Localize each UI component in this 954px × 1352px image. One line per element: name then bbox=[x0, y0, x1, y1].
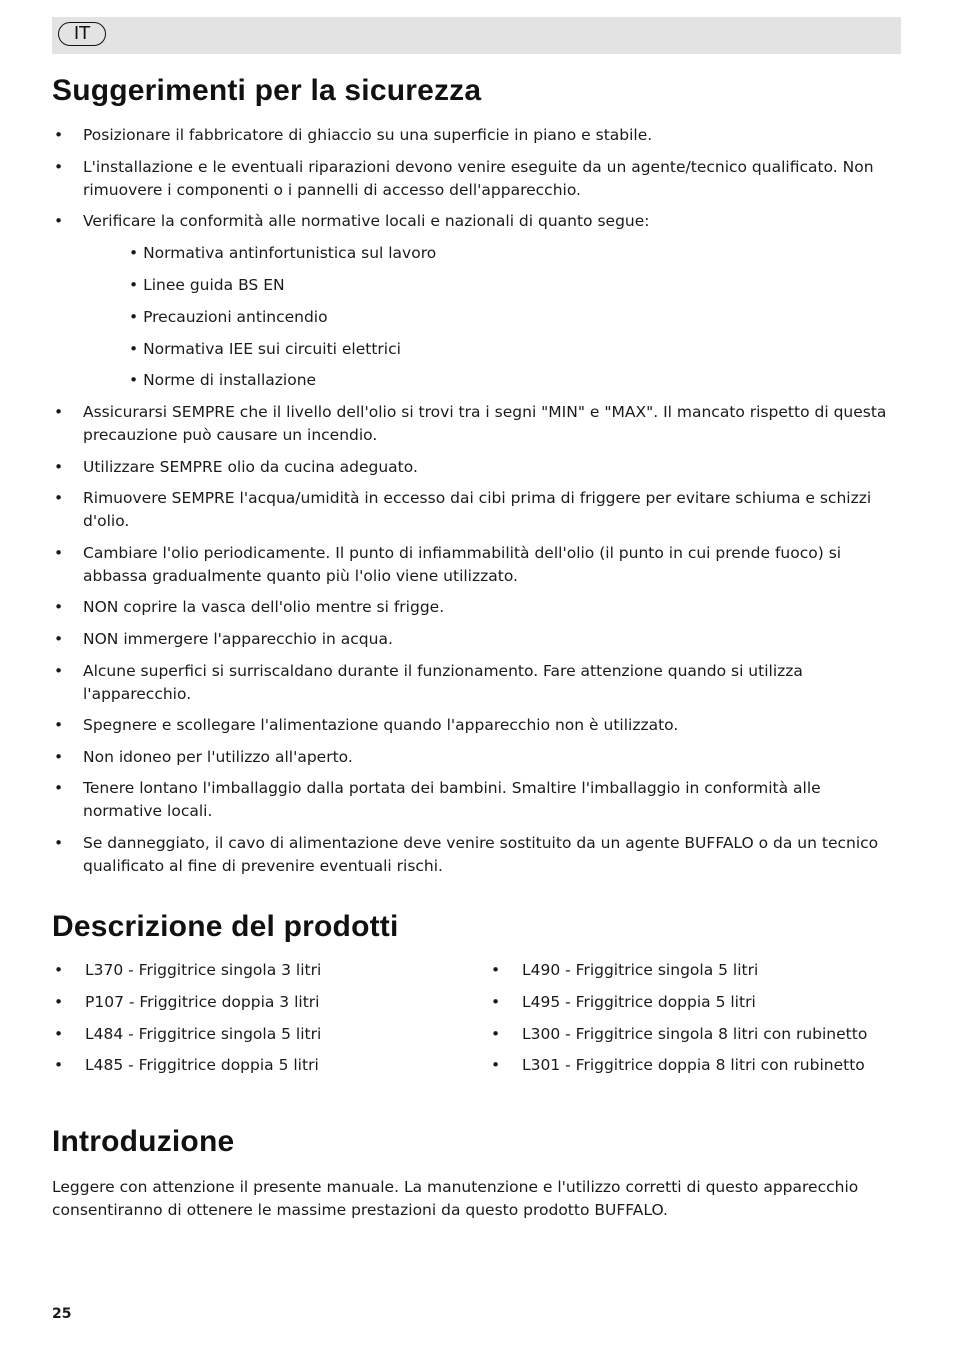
page-number: 25 bbox=[52, 1306, 72, 1322]
list-item: • Alcune superfici si surriscaldano durante il funzionamento. Fare attenzione quando si utilizza l'apparecchio. bbox=[52, 660, 902, 706]
sub-list-item: • Norme di installazione bbox=[83, 369, 902, 392]
product-item: • L370 - Friggitrice singola 3 litri bbox=[52, 959, 472, 982]
list-item: • L'installazione e le eventuali riparazioni devono venire eseguite da un agente/tecnico qualificato. Non rimuovere i componenti o i pannelli di accesso dell'apparecchio. bbox=[52, 156, 902, 202]
list-item-text: Verificare la conformità alle normative locali e nazionali di quanto segue: bbox=[83, 212, 650, 231]
list-item: • Tenere lontano l'imballaggio dalla portata dei bambini. Smaltire l'imballaggio in conformità alle normative locali. bbox=[52, 777, 902, 823]
product-item: • L300 - Friggitrice singola 8 litri con rubinetto bbox=[489, 1023, 909, 1046]
list-item: • NON immergere l'apparecchio in acqua. bbox=[52, 628, 902, 651]
product-item: • L485 - Friggitrice doppia 5 litri bbox=[52, 1054, 472, 1077]
list-item bbox=[52, 210, 902, 392]
products-list-right bbox=[489, 959, 909, 1086]
product-item: • L301 - Friggitrice doppia 8 litri con rubinetto bbox=[489, 1054, 909, 1077]
product-item: • L490 - Friggitrice singola 5 litri bbox=[489, 959, 909, 982]
product-item: • L495 - Friggitrice doppia 5 litri bbox=[489, 991, 909, 1014]
intro-title: Introduzione bbox=[52, 1125, 235, 1158]
list-item: • Assicurarsi SEMPRE che il livello dell'olio si trovi tra i segni "MIN" e "MAX". Il mancato rispetto di questa precauzione può causare un incendio. bbox=[52, 401, 902, 447]
products-title: Descrizione del prodotti bbox=[52, 910, 399, 943]
list-item: • Se danneggiato, il cavo di alimentazione deve venire sostituito da un agente BUFFALO o da un tecnico qualificato al fine di prevenire eventuali rischi. bbox=[52, 832, 902, 878]
list-item: • NON coprire la vasca dell'olio mentre si frigge. bbox=[52, 596, 902, 619]
safety-title: Suggerimenti per la sicurezza bbox=[52, 74, 482, 107]
list-item: • Utilizzare SEMPRE olio da cucina adeguato. bbox=[52, 456, 902, 479]
sub-list-item: • Normativa IEE sui circuiti elettrici bbox=[83, 338, 902, 361]
safety-list bbox=[52, 124, 902, 887]
sub-list-item: • Linee guida BS EN bbox=[83, 274, 902, 297]
intro-paragraph: Leggere con attenzione il presente manuale. La manutenzione e l'utilizzo corretti di questo apparecchio consentiranno di ottenere le massime prestazioni da questo prodotto BUFFALO. bbox=[52, 1178, 859, 1219]
list-item: • Spegnere e scollegare l'alimentazione quando l'apparecchio non è utilizzato. bbox=[52, 714, 902, 737]
sub-list-item: • Normativa antinfortunistica sul lavoro bbox=[83, 242, 902, 265]
list-item: • Rimuovere SEMPRE l'acqua/umidità in eccesso dai cibi prima di friggere per evitare schiuma e schizzi d'olio. bbox=[52, 487, 902, 533]
list-item: • Posizionare il fabbricatore di ghiaccio su una superficie in piano e stabile. bbox=[52, 124, 902, 147]
list-item: • Non idoneo per l'utilizzo all'aperto. bbox=[52, 746, 902, 769]
product-item: • L484 - Friggitrice singola 5 litri bbox=[52, 1023, 472, 1046]
product-item: • P107 - Friggitrice doppia 3 litri bbox=[52, 991, 472, 1014]
language-badge: IT bbox=[58, 22, 106, 46]
list-item: • Cambiare l'olio periodicamente. Il punto di infiammabilità dell'olio (il punto in cui prende fuoco) si abbassa gradualmente quanto più l'olio viene utilizzato. bbox=[52, 542, 902, 588]
products-list-left bbox=[52, 959, 472, 1086]
sub-list-item: • Precauzioni antincendio bbox=[83, 306, 902, 329]
language-header-bar bbox=[52, 17, 901, 54]
sub-list bbox=[83, 242, 902, 392]
